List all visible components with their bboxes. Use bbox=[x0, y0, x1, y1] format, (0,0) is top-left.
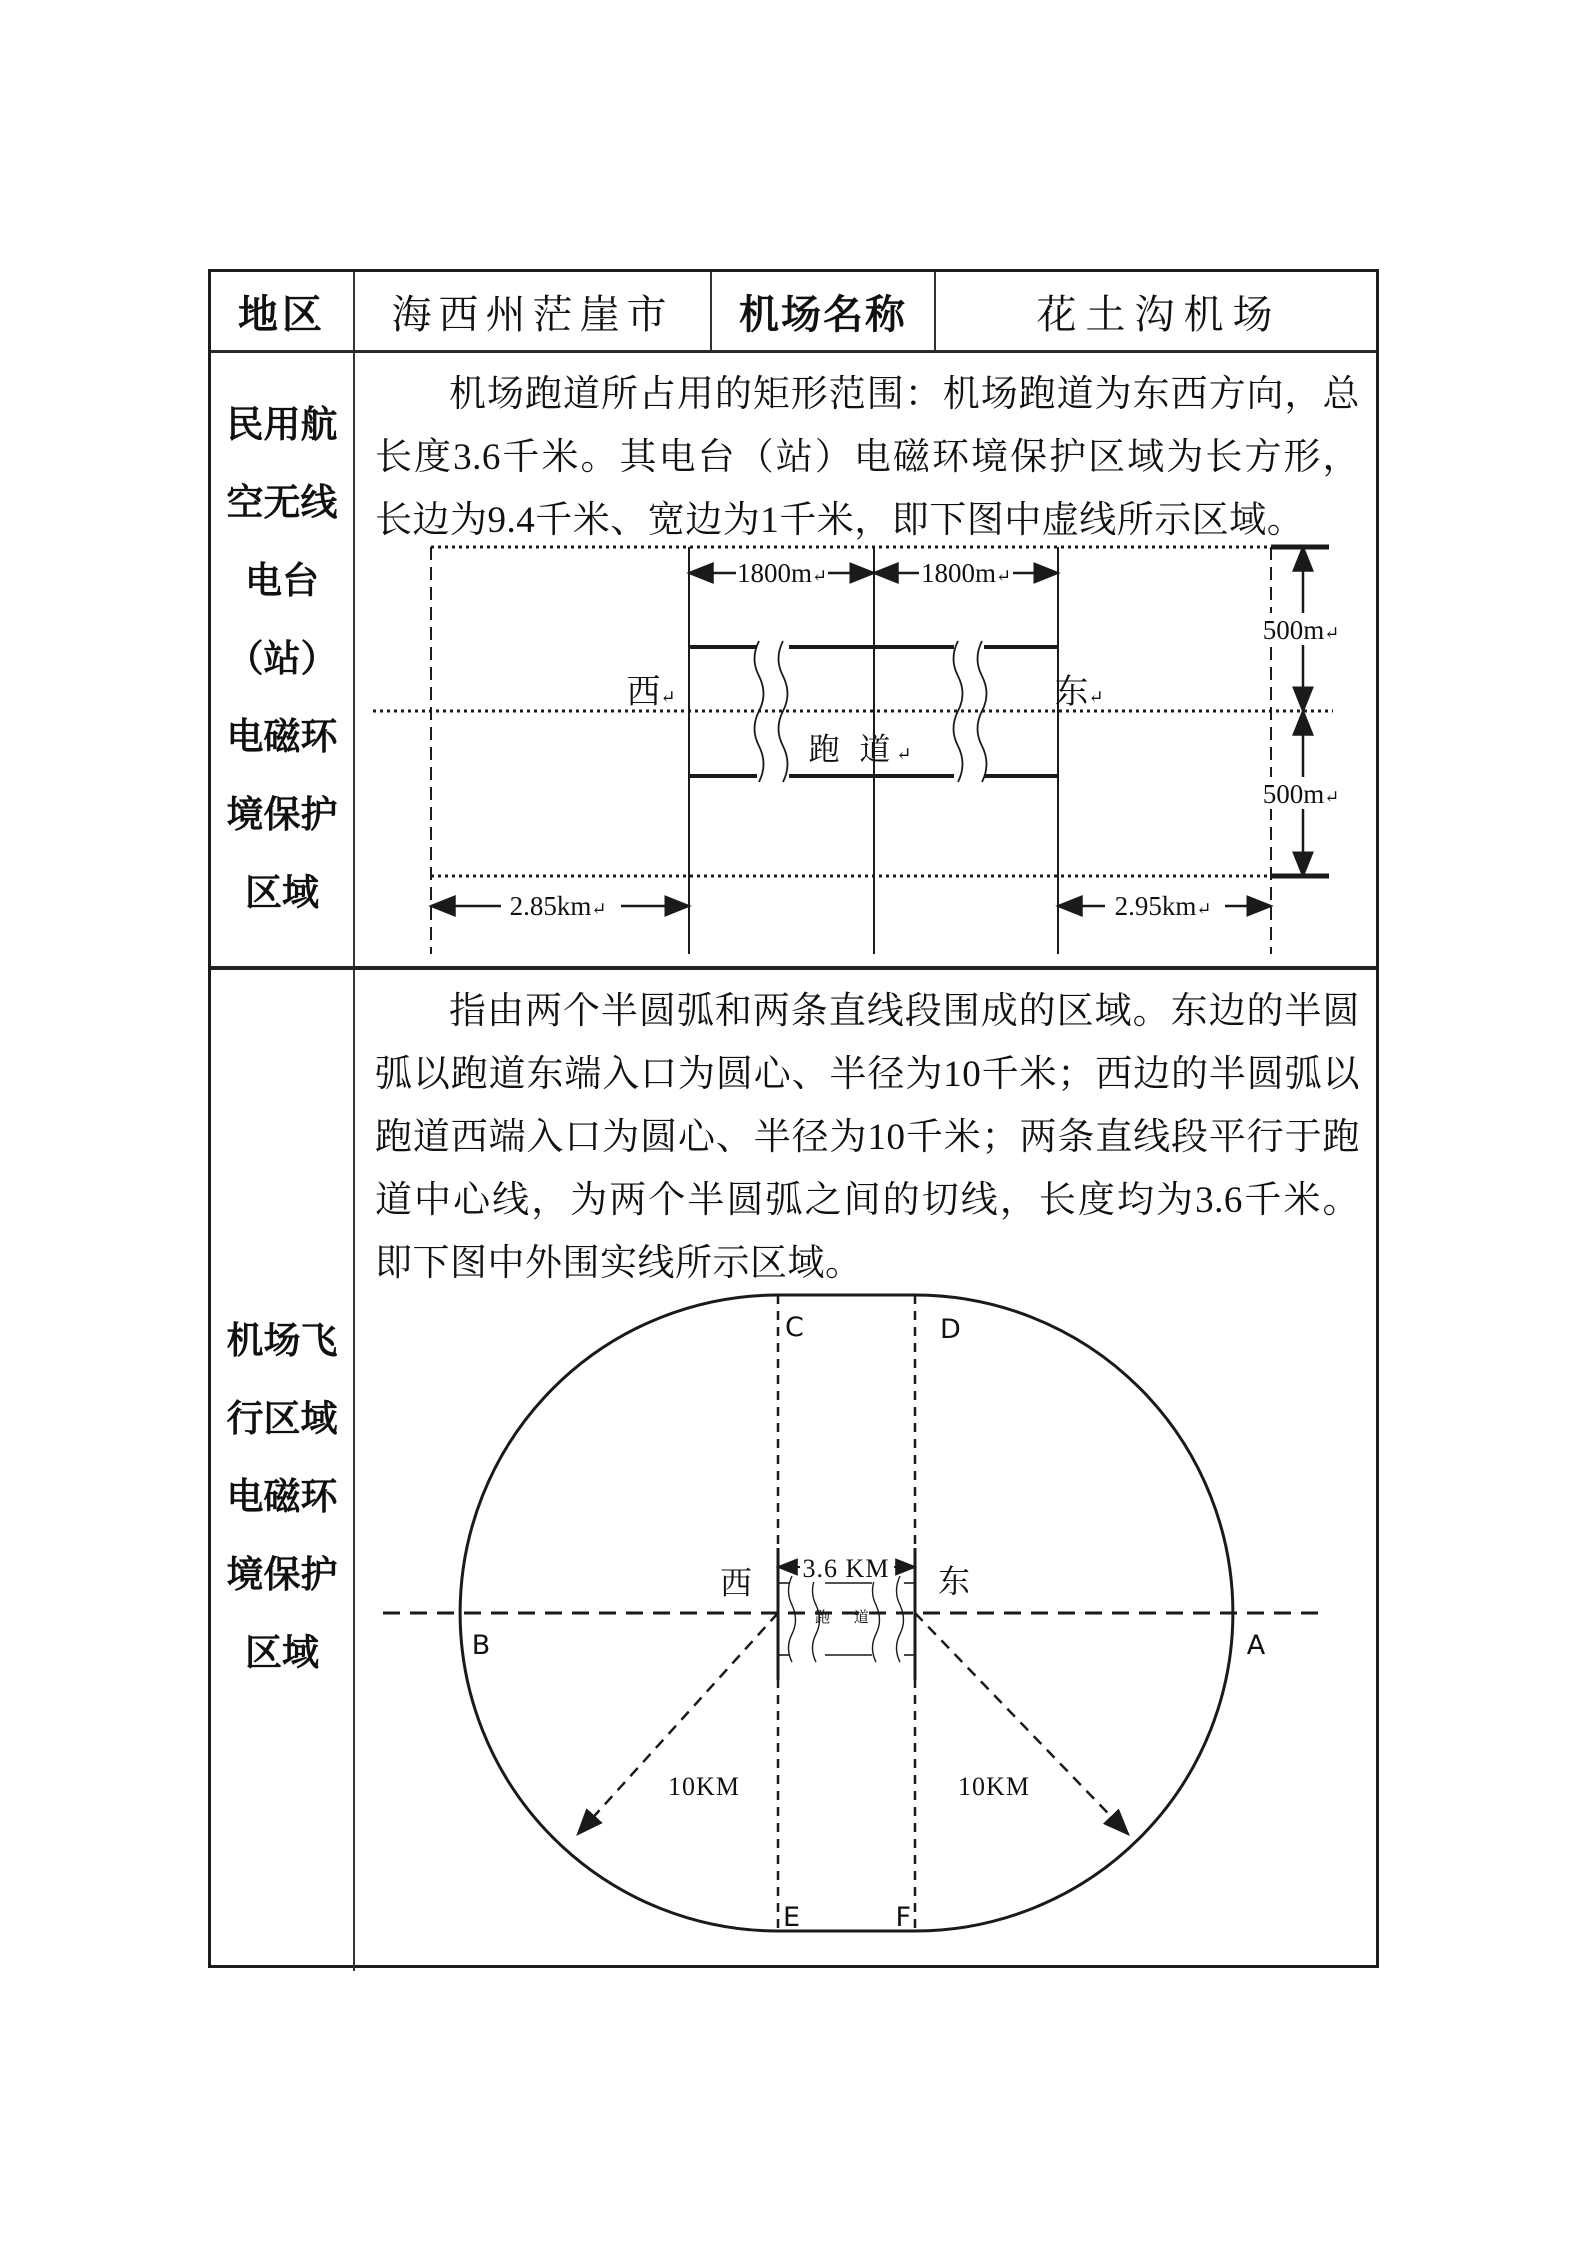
station-protection-diagram bbox=[355, 541, 1382, 963]
table-header-row bbox=[211, 272, 1376, 353]
flight-row-side-label bbox=[211, 970, 355, 1971]
runway-label: 跑 道↵ bbox=[808, 732, 918, 767]
side-label-line: 民用航 bbox=[226, 404, 338, 446]
east-label: 东↵ bbox=[1054, 674, 1104, 711]
airport-name-value-cell: 花土沟机场 bbox=[1036, 291, 1282, 337]
point-a-label: A bbox=[1246, 1630, 1266, 1661]
radius-right-label: 10KM bbox=[958, 1772, 1030, 1801]
dim-500-top-label: 500m↵ bbox=[1262, 615, 1340, 645]
return-mark: ↵ bbox=[660, 687, 676, 707]
side-label-line: 行区域 bbox=[226, 1399, 338, 1440]
runway-label: 跑 道 bbox=[815, 1610, 879, 1626]
west-label: 西↵ bbox=[626, 674, 676, 711]
return-mark: ↵ bbox=[811, 566, 828, 586]
return-mark: ↵ bbox=[896, 744, 918, 764]
point-d-label: D bbox=[940, 1314, 961, 1345]
radius-left-label: 10KM bbox=[668, 1772, 740, 1801]
station-paragraph: 机场跑道所占用的矩形范围：机场跑道为东西方向，总长度3.6千米。其电台（站）电磁环境保护区域为长方形，长边为9.4千米、宽边为1千米，即下图中虚线所示区域。 bbox=[375, 374, 1360, 541]
flight-row-content bbox=[355, 970, 1376, 1971]
dim-500-bottom-label: 500m↵ bbox=[1262, 779, 1340, 809]
point-e-label: E bbox=[783, 1902, 801, 1933]
point-b-label: B bbox=[471, 1630, 491, 1661]
side-label-line: 境保护 bbox=[226, 794, 338, 836]
side-label-line: 区域 bbox=[245, 872, 319, 914]
side-label-line: 电台 bbox=[245, 560, 319, 602]
airport-name-label-cell: 机场名称 bbox=[712, 272, 936, 350]
side-label-line: 电磁环 bbox=[226, 1477, 338, 1518]
station-protection-row bbox=[211, 353, 1376, 970]
return-mark: ↵ bbox=[1324, 623, 1340, 643]
region-value-cell: 海西州茫崖市 bbox=[355, 272, 712, 350]
station-row-content bbox=[355, 353, 1376, 966]
east-label: 东 bbox=[937, 1563, 971, 1599]
point-c-label: C bbox=[785, 1312, 804, 1343]
dim-295-label: 2.95km↵ bbox=[1114, 891, 1212, 921]
dim-36km-label: 3.6 KM bbox=[802, 1554, 890, 1583]
side-label-line: 机场飞 bbox=[226, 1321, 338, 1362]
return-mark: ↵ bbox=[591, 899, 607, 919]
return-mark: ↵ bbox=[1324, 787, 1340, 807]
dim-1800-left-label: 1800m↵ bbox=[736, 558, 828, 588]
side-label-line: 区域 bbox=[245, 1633, 319, 1674]
side-label-line: 空无线 bbox=[226, 482, 338, 524]
region-label-cell: 地区 bbox=[211, 272, 355, 350]
point-f-label: F bbox=[895, 1902, 911, 1933]
west-label: 西 bbox=[719, 1565, 753, 1601]
side-label-line: （站） bbox=[226, 638, 338, 680]
side-label-line: 境保护 bbox=[226, 1555, 338, 1596]
dim-1800-right-label: 1800m↵ bbox=[920, 558, 1012, 588]
flight-paragraph: 指由两个半圆弧和两条直线段围成的区域。东边的半圆弧以跑道东端入口为圆心、半径为10千米；西边的半圆弧以跑道西端入口为圆心、半径为10千米；两条直线段平行于跑道中心线，为两个半圆弧之间的切线，长度均为3.6千米。即下图中外围实线所示区域。 bbox=[375, 991, 1360, 1284]
dim-285-label: 2.85km↵ bbox=[509, 891, 607, 921]
return-mark: ↵ bbox=[1088, 687, 1104, 707]
station-row-side-label bbox=[211, 353, 355, 966]
flight-area-row bbox=[211, 970, 1376, 1971]
side-label-line: 电磁环 bbox=[226, 716, 338, 758]
airport-emc-table bbox=[208, 269, 1379, 1968]
return-mark: ↵ bbox=[995, 566, 1012, 586]
flight-area-diagram bbox=[355, 1280, 1382, 1944]
return-mark: ↵ bbox=[1196, 899, 1212, 919]
